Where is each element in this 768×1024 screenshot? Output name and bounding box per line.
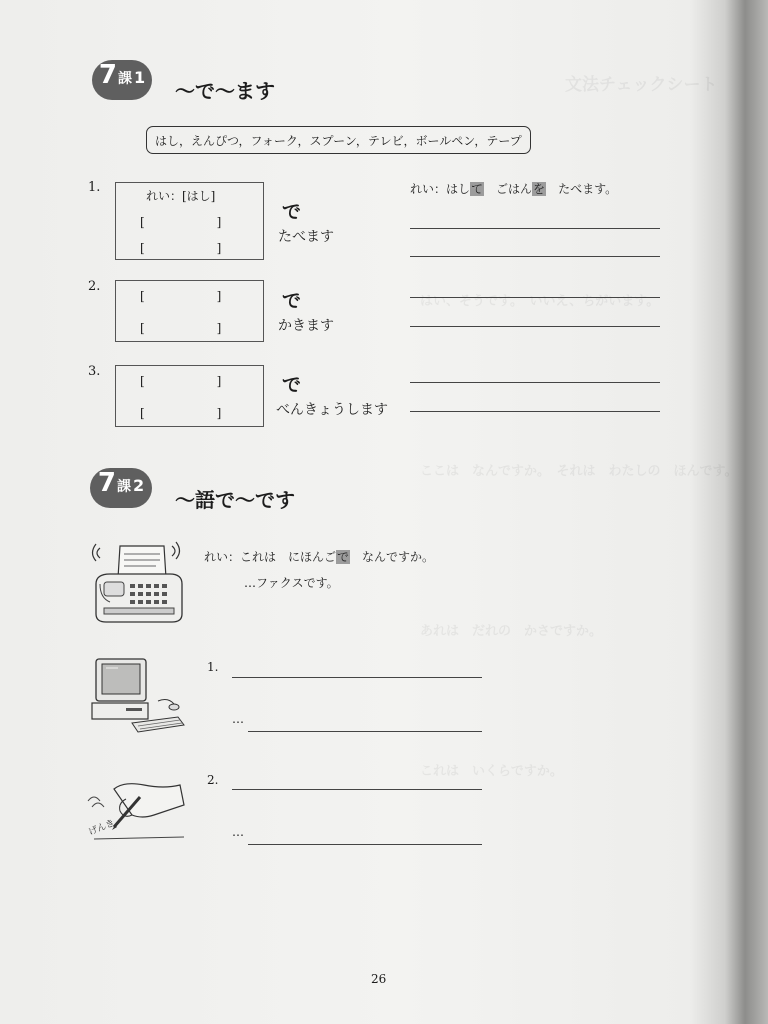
particle-de: で xyxy=(282,290,302,312)
lesson-badge xyxy=(92,60,152,100)
box-blank[interactable]: [ ] xyxy=(140,215,222,229)
verb-label: べんきょうします xyxy=(276,402,388,418)
example-question xyxy=(204,548,434,565)
section-heading: ～語で～です xyxy=(175,488,295,512)
item-number: 1. xyxy=(207,660,219,674)
answer-box xyxy=(115,365,264,427)
example-highlight: で xyxy=(337,550,350,564)
box-blank[interactable]: [ ] xyxy=(140,321,222,335)
bleed-through-text: 文法チェックシート xyxy=(565,75,718,95)
bleed-through-text: これは いくらですか。 xyxy=(420,764,563,779)
item-number: 2. xyxy=(88,279,101,294)
example-answer: …ファクスです。 xyxy=(244,576,339,590)
example-text: れい：これは にほんご xyxy=(204,550,337,564)
box-blank[interactable]: [ ] xyxy=(140,241,222,255)
answer-line[interactable] xyxy=(232,789,482,790)
particle-de: で xyxy=(282,374,302,396)
answer-box xyxy=(115,280,264,342)
pencil-caption: げんき xyxy=(87,818,117,838)
example-text: れい：はし xyxy=(410,182,471,196)
answer-line[interactable] xyxy=(410,326,660,327)
example-highlight: を xyxy=(533,182,546,196)
example-text: なんですか。 xyxy=(350,550,435,564)
answer-line[interactable] xyxy=(232,677,482,678)
example-text: たべます。 xyxy=(546,182,618,196)
lesson-ka: 課 xyxy=(116,479,131,495)
computer-illustration xyxy=(88,655,188,740)
answer-line[interactable] xyxy=(410,297,660,298)
answer-line[interactable] xyxy=(410,228,660,229)
verb-label: たべます xyxy=(278,229,334,245)
ellipsis: … xyxy=(232,712,244,726)
lesson-subnumber: 1 xyxy=(133,68,146,87)
example-sentence xyxy=(410,180,617,197)
example-text: ごはん xyxy=(484,182,533,196)
lesson-subnumber: 2 xyxy=(132,476,145,495)
section-heading: ～で～ます xyxy=(175,79,275,103)
bleed-through-text: あれは だれの かさですか。 xyxy=(420,624,603,639)
bleed-through-text: ここは なんですか。 それは わたしの ほんです。 xyxy=(420,464,738,479)
answer-box xyxy=(115,182,264,260)
lesson-number: 7 xyxy=(97,468,116,498)
answer-line[interactable] xyxy=(410,382,660,383)
lesson-ka: 課 xyxy=(117,71,132,87)
box-example: れい：[はし] xyxy=(146,189,216,203)
ellipsis: … xyxy=(232,825,244,839)
verb-label: かきます xyxy=(278,318,334,334)
pencil-writing-illustration xyxy=(84,775,194,845)
item-number: 3. xyxy=(88,364,101,379)
answer-line[interactable] xyxy=(410,256,660,257)
item-number: 1. xyxy=(88,180,101,195)
lesson-number: 7 xyxy=(98,60,117,90)
answer-line[interactable] xyxy=(248,731,482,732)
word-bank: はし，えんぴつ，フォーク，スプーン，テレビ，ボールペン，テープ xyxy=(146,126,531,154)
box-blank[interactable]: [ ] xyxy=(140,289,222,303)
box-blank[interactable]: [ ] xyxy=(140,374,222,388)
bleed-through-text: はい、そうです。 いいえ、ちがいます。 xyxy=(420,294,660,309)
lesson-badge xyxy=(90,468,152,508)
answer-line[interactable] xyxy=(248,844,482,845)
answer-line[interactable] xyxy=(410,411,660,412)
page-number: 26 xyxy=(371,972,387,986)
particle-de: で xyxy=(282,201,302,223)
box-blank[interactable]: [ ] xyxy=(140,406,222,420)
example-highlight: て xyxy=(471,182,484,196)
fax-machine-illustration xyxy=(90,540,190,630)
item-number: 2. xyxy=(207,773,219,787)
